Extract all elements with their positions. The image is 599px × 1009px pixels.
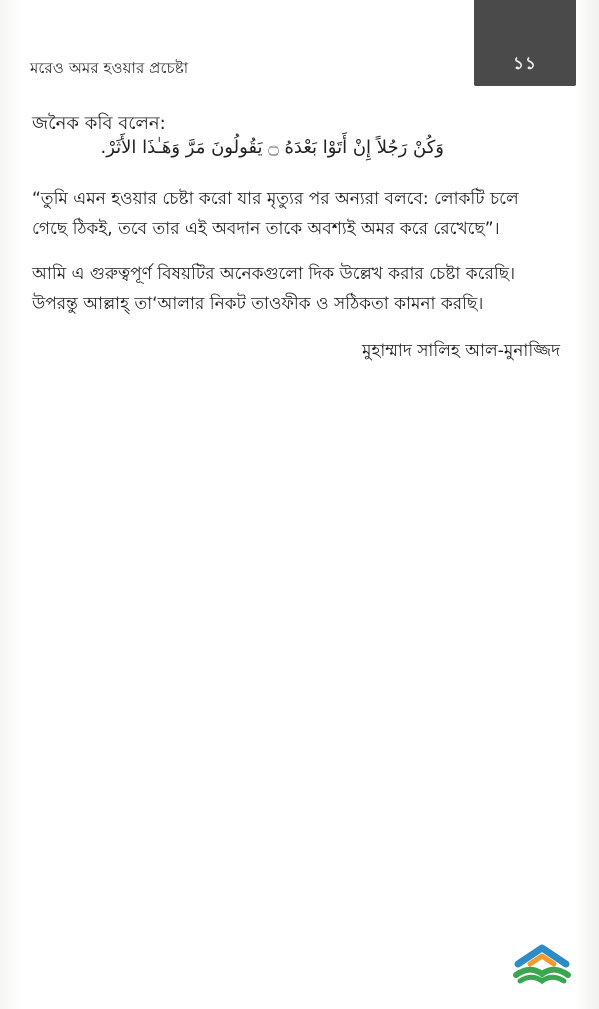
poet-intro-text: জনৈক কবি বলেন: — [32, 113, 166, 134]
closing-paragraph — [32, 259, 560, 319]
arabic-verse: وَكُنْ رَجُلاً إِنْ أَتَوْا بَعْدَهُ ۝ يَقُولُونَ مَرَّ وَهَـٰذَا الأَثَرْ. — [100, 137, 444, 158]
author-signature: মুহাম্মাদ সালিহ আল-মুনাজ্জিদ — [362, 341, 560, 361]
running-header-title: মরেও অমর হওয়ার প্রচেষ্টা — [30, 59, 189, 77]
quoted-paragraph — [32, 184, 560, 244]
closing-paragraph-line-1: আমি এ গুরুত্বপূর্ণ বিষয়টির অনেকগুলো দিক উল্লেখ করার চেষ্টা করেছি। — [32, 264, 516, 284]
book-roof-logo-icon — [510, 944, 574, 990]
page-number: ১১ — [512, 54, 538, 74]
closing-paragraph-line-2: উপরন্তু আল্লাহ্ তা‘আলার নিকট তাওফীক ও সঠিকতা কামনা করছি। — [32, 294, 484, 314]
quoted-paragraph-line-2: গেছে ঠিকই, তবে তার এই অবদান তাকে অবশ্যই অমর করে রেখেছে”। — [32, 219, 500, 239]
page-number-tab — [474, 0, 576, 86]
quoted-paragraph-line-1: “তুমি এমন হওয়ার চেষ্টা করো যার মৃত্যুর পর অন্যরা বলবে: লোকটি চলে — [32, 189, 519, 209]
